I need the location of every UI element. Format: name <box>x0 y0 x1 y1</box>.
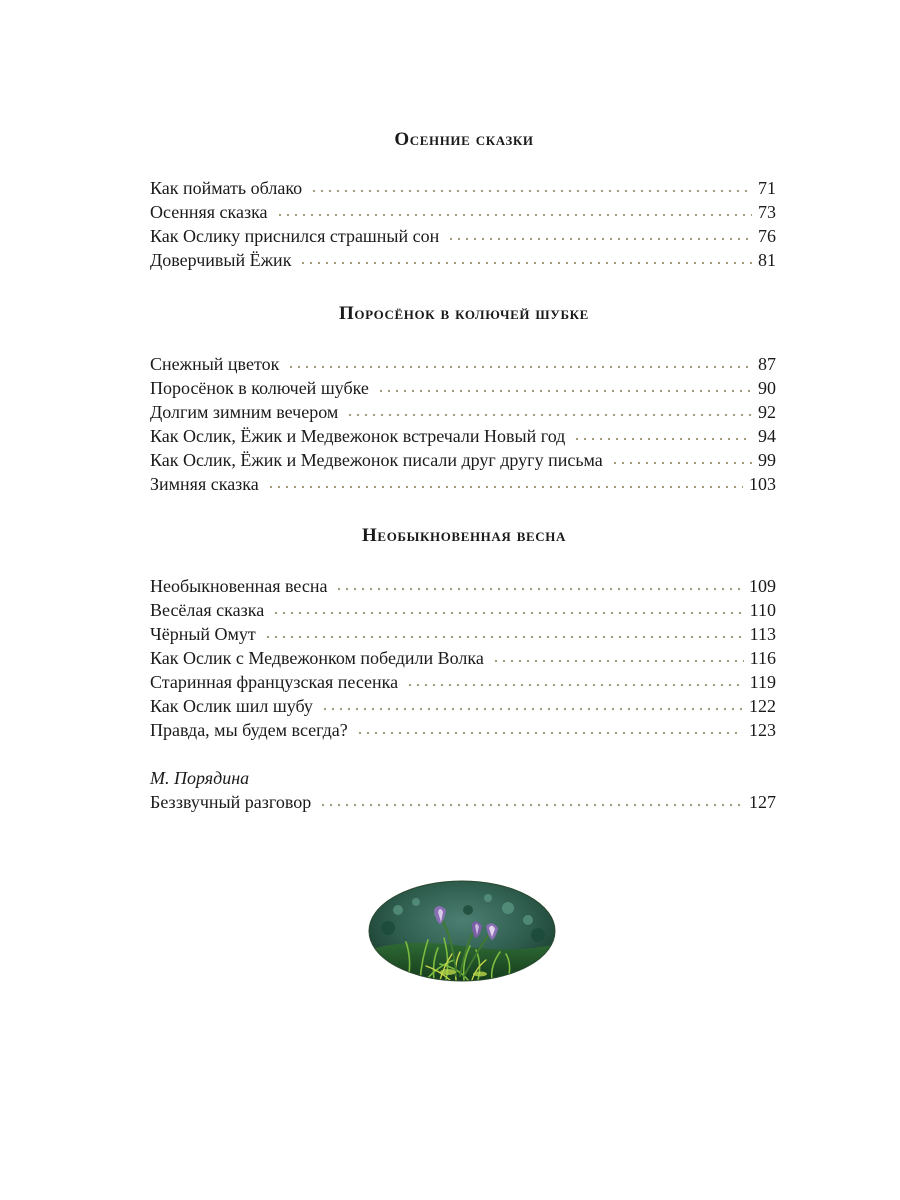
toc-entry-page: 99 <box>758 450 776 470</box>
author-name: М. Порядина <box>150 768 250 788</box>
toc-entry-title: Как Ослику приснился страшный сон <box>150 226 440 246</box>
toc-entry[interactable] <box>150 622 776 646</box>
toc-entry-title: Как Ослик с Медвежонком победили Волка <box>150 648 484 668</box>
toc-entry-page: 123 <box>749 720 776 740</box>
dot-leader <box>276 213 752 217</box>
dot-leader <box>264 635 744 639</box>
dot-leader <box>611 461 752 465</box>
toc-entry-page: 90 <box>758 378 776 398</box>
toc-entry-title: Снежный цветок <box>150 354 280 374</box>
toc-entry-page: 81 <box>758 250 776 270</box>
snowdrop-flowers-oval-icon <box>368 880 556 982</box>
dot-leader <box>299 261 752 265</box>
toc-entry-page: 127 <box>749 792 776 812</box>
toc-entry[interactable] <box>150 670 776 694</box>
dot-leader <box>377 389 752 393</box>
toc-entry-title: Весёлая сказка <box>150 600 265 620</box>
toc-entry-page: 87 <box>758 354 776 374</box>
toc-entry-title: Доверчивый Ёжик <box>150 250 292 270</box>
dot-leader <box>406 683 744 687</box>
toc-entry-page: 73 <box>758 202 776 222</box>
dot-leader <box>287 365 752 369</box>
toc-entry-page: 94 <box>758 426 776 446</box>
dot-leader <box>346 413 752 417</box>
dot-leader <box>310 189 752 193</box>
toc-entry[interactable] <box>150 646 776 670</box>
toc-entry[interactable] <box>150 376 776 400</box>
toc-entry[interactable] <box>150 694 776 718</box>
toc-entry-page: 110 <box>749 600 776 620</box>
toc-entry-title: Необыкновенная весна <box>150 576 328 596</box>
toc-entry-title: Долгим зимним вечером <box>150 402 339 422</box>
dot-leader <box>267 485 743 489</box>
toc-entry-page: 76 <box>758 226 776 246</box>
toc-entry-page: 116 <box>749 648 776 668</box>
dot-leader <box>492 659 744 663</box>
dot-leader <box>356 731 743 735</box>
section-title-autumn: Осенние сказки <box>394 129 534 150</box>
toc-entry-title: Чёрный Омут <box>150 624 256 644</box>
toc-entry-title: Зимняя сказка <box>150 474 259 494</box>
toc-entry-page: 103 <box>749 474 776 494</box>
toc-entry[interactable] <box>150 424 776 448</box>
toc-entry[interactable] <box>150 574 776 598</box>
dot-leader <box>272 611 743 615</box>
dot-leader <box>573 437 752 441</box>
toc-entry[interactable] <box>150 448 776 472</box>
dot-leader <box>335 587 743 591</box>
toc-entry[interactable] <box>150 224 776 248</box>
toc-entry-title: Старинная французская песенка <box>150 672 399 692</box>
toc-entry[interactable] <box>150 790 776 814</box>
toc-entry[interactable] <box>150 200 776 224</box>
toc-entry[interactable] <box>150 472 776 496</box>
toc-entry[interactable] <box>150 248 776 272</box>
toc-entry-page: 71 <box>758 178 776 198</box>
toc-entry[interactable] <box>150 718 776 742</box>
toc-entry[interactable] <box>150 598 776 622</box>
dot-leader <box>321 707 743 711</box>
toc-entry-title: Поросёнок в колючей шубке <box>150 378 369 398</box>
toc-entry-title: Осенняя сказка <box>150 202 268 222</box>
dot-leader <box>447 237 752 241</box>
section-title-winter: Поросёнок в колючей шубке <box>339 303 589 324</box>
toc-entry[interactable] <box>150 176 776 200</box>
section-title-spring: Необыкновенная весна <box>362 525 566 546</box>
toc-entry-page: 122 <box>749 696 776 716</box>
toc-entry[interactable] <box>150 352 776 376</box>
toc-entry-title: Правда, мы будем всегда? <box>150 720 348 740</box>
toc-entry-page: 92 <box>758 402 776 422</box>
toc-entry-title: Как Ослик, Ёжик и Медвежонок встречали Новый год <box>150 426 566 446</box>
toc-entry-page: 119 <box>749 672 776 692</box>
toc-entry-page: 113 <box>749 624 776 644</box>
toc-entry[interactable] <box>150 400 776 424</box>
toc-entry-page: 109 <box>749 576 776 596</box>
toc-entry-title: Как поймать облако <box>150 178 303 198</box>
toc-entry-title: Беззвучный разговор <box>150 792 312 812</box>
toc-entry-title: Как Ослик шил шубу <box>150 696 313 716</box>
dot-leader <box>319 803 743 807</box>
toc-entry-title: Как Ослик, Ёжик и Медвежонок писали друг другу письма <box>150 450 603 470</box>
